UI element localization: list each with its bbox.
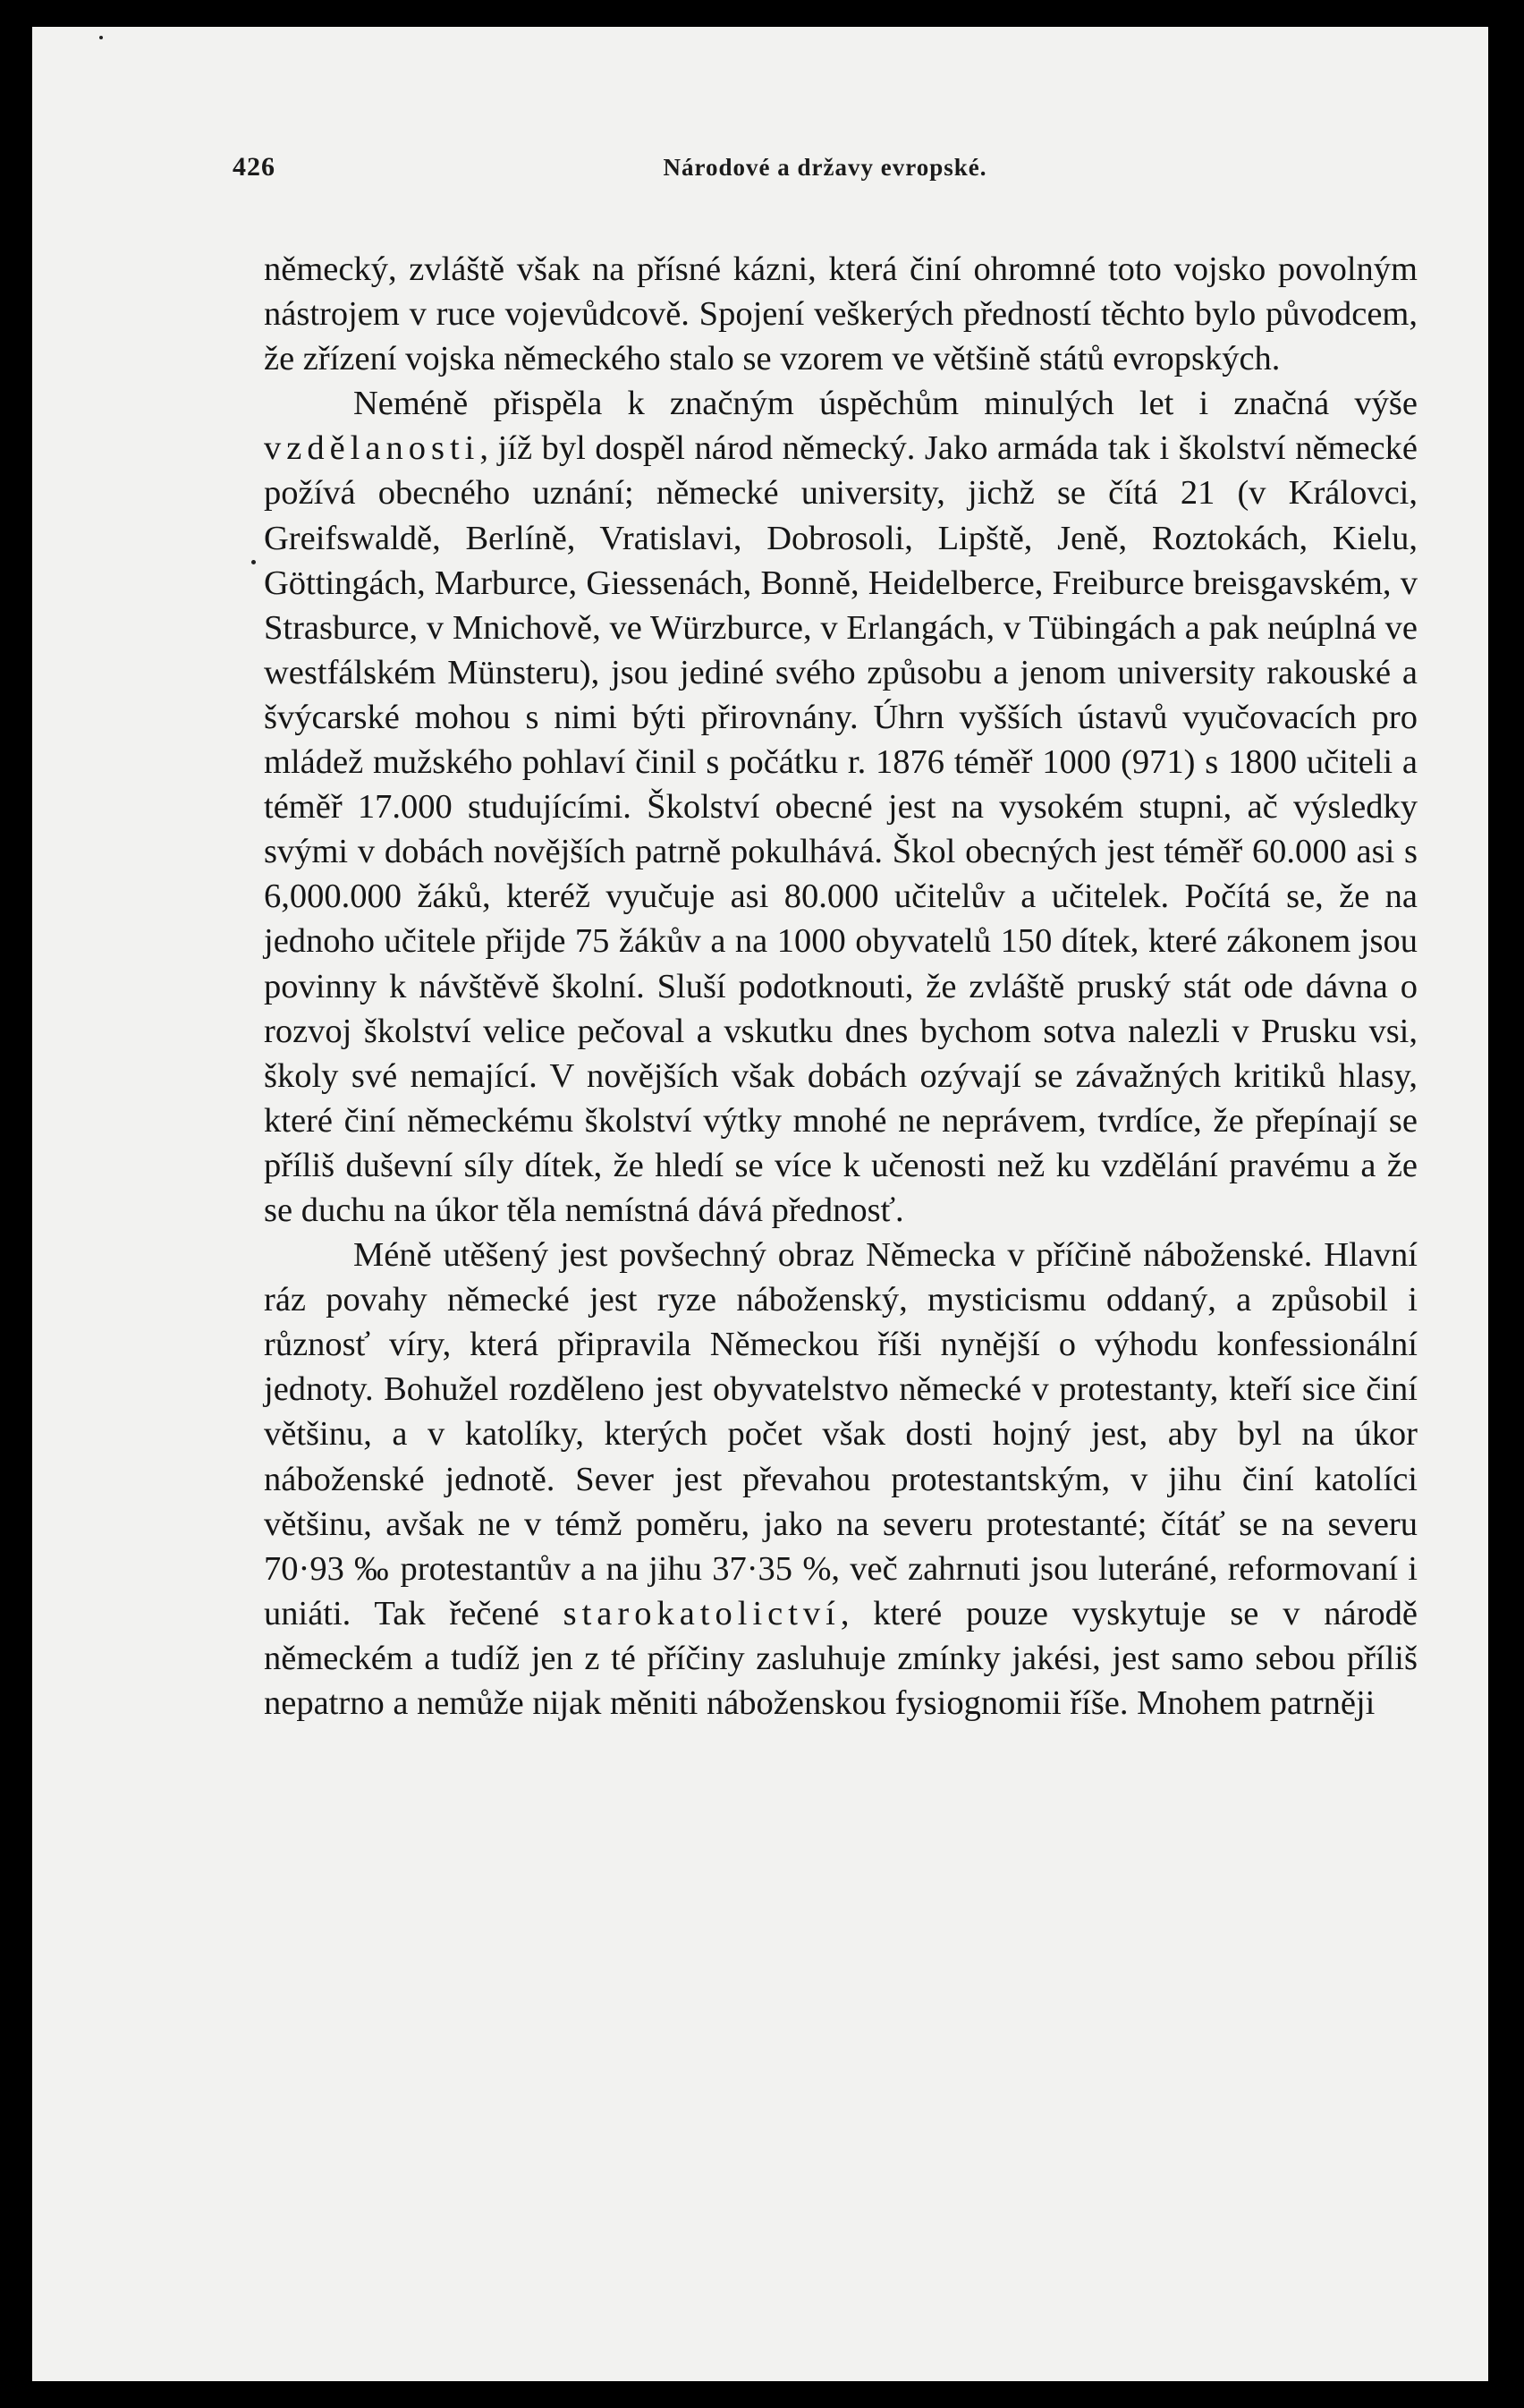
paragraph-text: , jíž byl dospěl národ německý. Jako armáda tak i školství německé požívá obecného uznání; německé university, jichž se čítá 21 (v Královci, Greifswaldě, Berlíně, Vratislavi, Dobrosoli, Lipště, Jeně, Roztokách, Kielu, Göttingách, Marburce, Giessenách, Bonně, Heidelberce, Freiburce breisgavském, v Strasburce, v Mnichově, ve Würzburce, v Erlangách, v Tübingách a pak neúplná ve westfálském Münsteru), jsou jediné svého způsobu a jenom university rakouské a švýcarské mohou s nimi býti přirovnány. Úhrn vyšších ústavů vyučovacích pro mládež mužského pohlaví činil s počátku r. 1876 téměř 1000 (971) s 1800 učiteli a téměř 17.000 studujícími. Školství obecné jest na vysokém stupni, ač výsledky svými v dobách novějších patrně pokulhává. Škol obecných jest téměř 60.000 asi s 6,000.000 žáků, kteréž vyučuje asi 80.000 učitelův a učitelek. Počítá se, že na jednoho učitele přijde 75 žákův a na 1000 obyvatelů 150 dítek, které zákonem jsou povinny k návštěvě školní. Sluší podotknouti, že zvláště pruský stát ode dávna o rozvoj školství velice pečoval a vskutku dnes bychom sotva nalezli v Prusku vsi, školy své nemající. V novějších však dobách ozývají se závažných kritiků hlasy, které činí německému školství výtky mnohé ne neprávem, tvrdíce, že přepínají se příliš duševní síly dítek, že hledí se více k učenosti než ku vzdělání pravému a že se duchu na úkor těla nemístná dává přednosť.	[264, 429, 1418, 1229]
paragraph: německý, zvláště však na přísné kázni, která činí ohromné toto vojsko povolným nástrojem v ruce vojevůdcově. Spojení veškerých předností těchto bylo původcem, že zřízení vojska německého stalo se vzorem ve většině států evropských.	[264, 250, 1418, 378]
paragraph	[264, 1233, 1418, 1725]
scan-speck	[99, 36, 103, 39]
body-text	[264, 247, 1418, 1725]
scan-speck	[251, 560, 256, 564]
spaced-emphasis: vzdělanosti	[264, 429, 480, 468]
paragraph	[264, 381, 1418, 1233]
running-title: Národové a državy evropské.	[663, 154, 987, 181]
paragraph-text: , které pouze vyskytuje se v národě německém a tudíž jen z té příčiny zasluhuje zmínky jakési, jest samo sebou příliš nepatrno a nemůže nijak měniti náboženskou fysiognomii říše. Mnohem patrněji	[264, 1594, 1418, 1722]
spaced-emphasis: starokatolictví	[563, 1594, 841, 1632]
page-number: 426	[233, 152, 275, 182]
paragraph-text: Méně utěšený jest povšechný obraz Německa v příčině náboženské. Hlavní ráz povahy německé jest ryze náboženský, mysticismu oddaný, a způsobil i různosť víry, která připravila Německou říši nynější o výhodu konfessionální jednoty. Bohužel rozděleno jest obyvatelstvo německé v protestanty, kteří sice činí většinu, a v katolíky, kterých počet však dosti hojný jest, aby byl na úkor náboženské jednotě. Sever jest převahou protestantským, v jihu činí katolíci většinu, avšak ne v témž poměru, jako na severu protestanté; čítáť se na severu 70·93 ‰ protestantův a na jihu 37·35 %, več zahrnuti jsou luteráné, reformovaní i uniáti. Tak řečené	[264, 1236, 1418, 1632]
paragraph-text: Neméně přispěla k značným úspěchům minulých let i značná výše	[353, 385, 1418, 423]
page-header	[233, 152, 1418, 202]
